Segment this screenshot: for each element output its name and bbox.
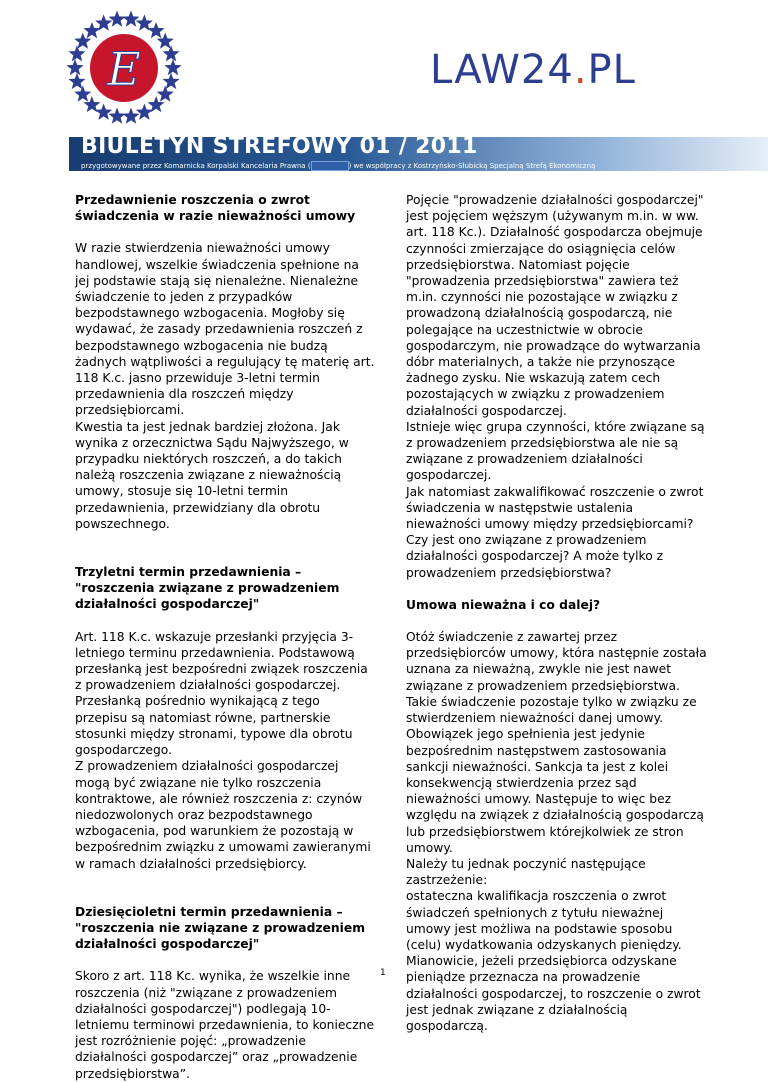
section-heading: Trzyletni termin przedawnienia – "roszczenia związane z prowadzeniem działalności gospodarczej" (75, 565, 340, 612)
paragraph: Art. 118 K.c. wskazuje przesłanki przyjęcia 3-letniego terminu przedawnienia. Podstawową przesłanką jest bezpośredni związek roszczenia z prowadzeniem działalności gospodarczej. Przesłanką pośrednio wynikającą z tego przepisu są natomiast równe, partnerskie stosunki między stronami, typowe dla obrotu gospodarczego. (75, 629, 368, 758)
paragraph: ostateczna kwalifikacja roszczenia o zwrot świadczeń spełnionych z tytułu nieważnej umowy jest możliwa na podstawie sposobu (celu) wydatkowania odzyskanych pieniędzy. Mianowicie, jeżeli przedsiębiorca odzyskane pieniądze przeznacza na prowadzenie działalności gospodarczej, to roszczenie o zwrot jest jednak związane z działalnością gospodarczą. (406, 889, 701, 1033)
paragraph: Z prowadzeniem działalności gospodarczej mogą być związane nie tylko roszczenia kontraktowe, ale również roszczenia z: czynów niedozwolonych oraz bezpodstawnego wzbogacenia, pod warunkiem że pozostają w bezpośrednim związku z umowami zawieranymi w ramach działalności przedsiębiorcy. (75, 759, 371, 871)
emblem-logo (62, 6, 186, 130)
paragraph: Otóż świadczenie z zawartej przez przedsiębiorców umowy, która następnie została uznana za nieważną, zwykle nie jest nawet związane z prowadzeniem przedsiębiorstwa. Takie świadczenie pozostaje tylko w związku ze stwierdzeniem nieważności danej umowy. Obowiązek jego spełnienia jest jedynie bezpośrednim następstwem zastosowania sankcji nieważności. Sankcja ta jest z kolei konsekwencją stwierdzenia przez sąd nieważności umowy. Następuje to więc bez względu na związek z działalnością gospodarczą lub przedsiębiorstwem którejkolwiek ze stron umowy. (406, 630, 707, 855)
paragraph: Istnieje więc grupa czynności, które związane są z prowadzeniem przedsiębiorstwa ale nie są związane z prowadzeniem działalności gospodarczej. (406, 419, 705, 483)
paragraph: Należy tu jednak poczynić następujące zastrzeżenie: (406, 856, 646, 888)
law24-logo: LAW24.PL (430, 47, 636, 93)
bulletin-title: BIULETYN STREFOWY 01 / 2011 (81, 134, 478, 159)
section-heading: Dziesięcioletni termin przedawnienia – "roszczenia nie związane z prowadzeniem działalności gospodarczej" (75, 904, 366, 952)
section-heading: Umowa nieważna i co dalej? (406, 597, 601, 612)
right-column (406, 192, 711, 1034)
svg-text:E: E (107, 42, 141, 96)
section-heading: Przedawnienie roszczenia o zwrot świadczenia w razie nieważności umowy (75, 193, 356, 224)
page-header (0, 0, 768, 140)
paragraph: Jak natomiast zakwalifikować roszczenie o zwrot świadczenia w następstwie ustalenia nieważności umowy między przedsiębiorcami? Czy jest ono związane z prowadzeniem działalności gospodarczej? A może tylko z prowadzeniem przedsiębiorstwa? (406, 484, 704, 580)
page-number: 1 (380, 968, 386, 978)
bulletin-subtitle: przygotowywane przez Komarnicka Korpalski Kancelaria Prawna ( ) we współpracy z Kostrzyńsko-Słubicką Specjalną Strefą Ekonomiczną (81, 162, 596, 170)
paragraph: W razie stwierdzenia nieważności umowy handlowej, wszelkie świadczenia spełnione na jej podstawie stają się nienależne. Nienależne świadczenie to jeden z przypadków bezpodstawnego wzbogacenia. Mogłoby się wydawać, że zasady przedawnienia roszczeń z bezpodstawnego wzbogacenia nie budzą żadnych wątpliwości a regulujący tę materię art. 118 K.c. jasno przewiduje 3-letni termin przedawnienia dla roszczeń między przedsiębiorcami. (75, 241, 375, 418)
left-column (75, 192, 375, 1082)
paragraph: Skoro z art. 118 Kc. wynika, że wszelkie inne roszczenia (niż "związane z prowadzeniem działalności gospodarczej") podlegają 10-letniemu terminowi przedawnienia, to konieczne jest rozróżnienie pojęć: „prowadzenie działalności gospodarczej” oraz „prowadzenie przedsiębiorstwa”. (75, 969, 375, 1081)
website-link[interactable] (311, 161, 349, 171)
paragraph: Pojęcie "prowadzenie działalności gospodarczej" jest pojęciem węższym (używanym m.in. w ww. art. 118 Kc.). Działalność gospodarcza obejmuje czynności zmierzające do osiągnięcia celów przedsiębiorstwa. Natomiast pojęcie "prowadzenia przedsiębiorstwa" zawiera też m.in. czynności nie pozostające w związku z prowadzoną działalnością gospodarczą, nie polegające na uczestnictwie w obrocie gospodarczym, nie prowadzące do wytwarzania dóbr materialnych, a także nie przynoszące żadnego zysku. Nie wskazują zatem cech pozostających w związku z prowadzeniem działalności gospodarczej. (406, 193, 704, 418)
paragraph: Kwestia ta jest jednak bardziej złożona. Jak wynika z orzecznictwa Sądu Najwyższego, w przypadku niektórych roszczeń, a do takich należą roszczenia związane z nieważnością umowy, stosuje się 10-letni termin przedawnienia, przewidziany dla obrotu powszechnego. (75, 419, 349, 531)
